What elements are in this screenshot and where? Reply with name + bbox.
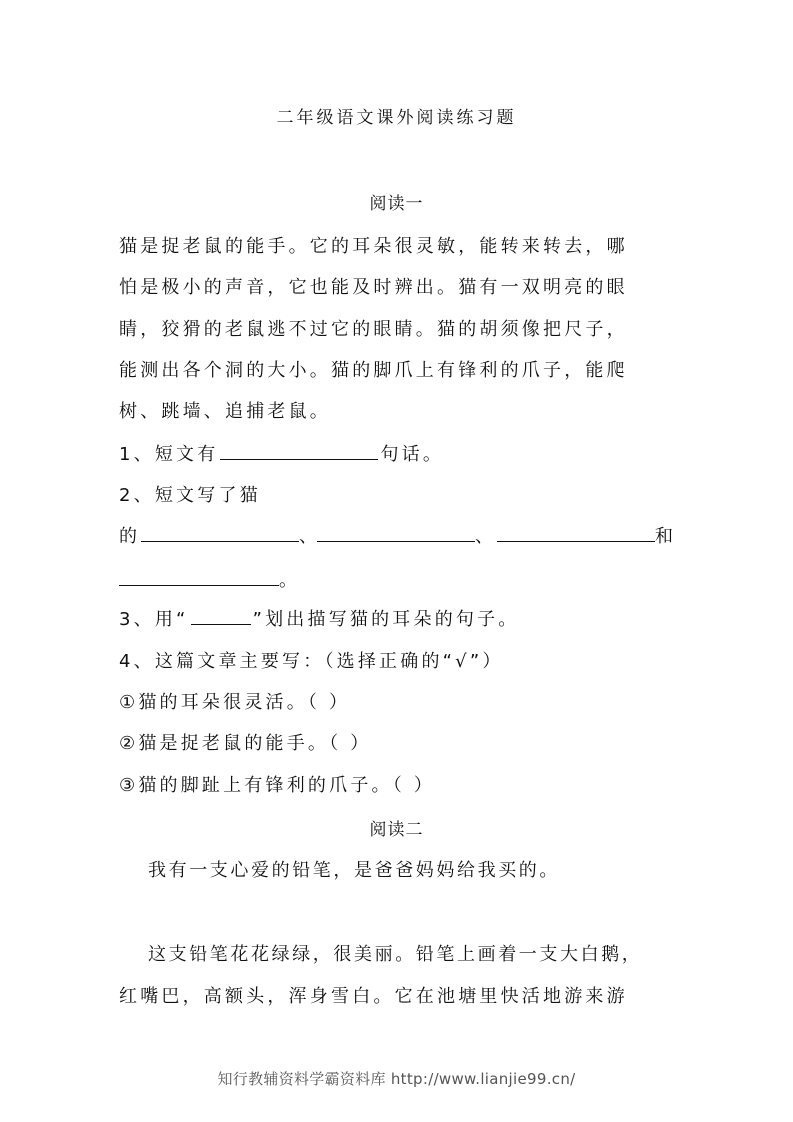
question-2-end: 。	[279, 570, 297, 591]
question-2-de: 的	[119, 526, 137, 547]
question-2: 2、短文写了猫	[119, 485, 261, 506]
question-3	[119, 605, 520, 631]
question-2-last	[119, 566, 297, 592]
question-3-prefix: 3、用“	[119, 609, 189, 630]
section-heading-reading-1: 阅读一	[369, 194, 424, 214]
option-2[interactable]: ②猫是捉老鼠的能手。（ ）	[119, 733, 372, 754]
option-3[interactable]: ③猫的脚趾上有锋利的爪子。（ ）	[119, 775, 436, 796]
footer-watermark: 知行教辅资料学霸资料库 http://www.lianjie99.cn/	[217, 1070, 576, 1088]
answer-blank[interactable]	[220, 441, 378, 460]
question-1	[119, 440, 444, 466]
option-1[interactable]: ①猫的耳朵很灵活。（ ）	[119, 692, 351, 713]
answer-blank[interactable]	[119, 567, 279, 586]
separator: 、	[299, 526, 317, 547]
answer-blank[interactable]	[191, 606, 251, 625]
answer-blank[interactable]	[497, 523, 655, 542]
question-3-suffix: ”划出描写猫的耳朵的句子。	[252, 609, 520, 630]
section-heading-reading-2: 阅读二	[369, 820, 424, 840]
passage-line: 树、跳墙、追捕老鼠。	[119, 401, 331, 422]
passage-line: 睛，狡猾的老鼠逃不过它的眼睛。猫的胡须像把尺子，	[119, 319, 628, 340]
answer-blank[interactable]	[317, 523, 475, 542]
question-2-he: 和	[655, 526, 673, 547]
passage-line: 能测出各个洞的大小。猫的脚爪上有锋利的爪子，能爬	[119, 360, 628, 381]
passage-line: 这支铅笔花花绿绿，很美丽。铅笔上画着一支大白鹅，	[148, 944, 643, 965]
question-2-blanks	[119, 522, 673, 548]
passage-line: 怕是极小的声音，它也能及时辨出。猫有一双明亮的眼	[119, 277, 628, 298]
passage-line: 我有一支心爱的铅笔，是爸爸妈妈给我买的。	[148, 860, 560, 881]
answer-blank[interactable]	[141, 523, 299, 542]
passage-line: 猫是捉老鼠的能手。它的耳朵很灵敏，能转来转去，哪	[119, 236, 628, 257]
question-4: 4、这篇文章主要写：（选择正确的“√”）	[119, 651, 504, 672]
question-1-suffix: 句话。	[380, 444, 445, 465]
separator: 、	[475, 526, 493, 547]
passage-line: 红嘴巴，高额头，浑身雪白。它在池塘里快活地游来游	[119, 986, 628, 1007]
question-1-prefix: 1、短文有	[119, 444, 219, 465]
page-title: 二年级语文课外阅读练习题	[276, 108, 517, 128]
